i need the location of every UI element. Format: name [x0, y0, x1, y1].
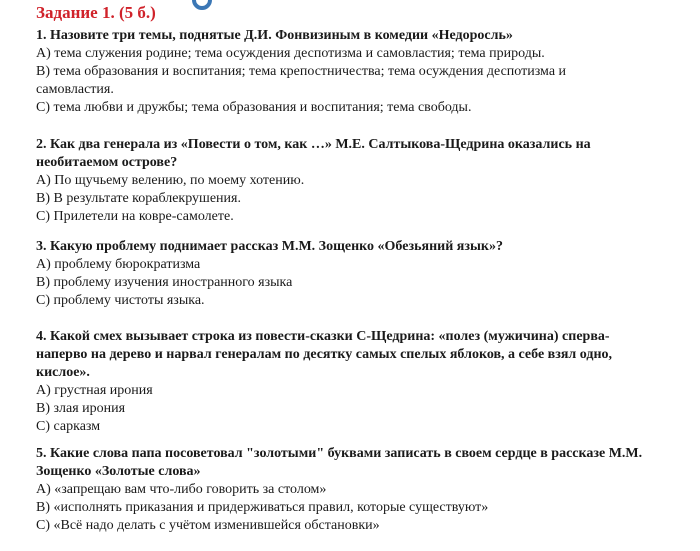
option-line: С) проблему чистоты языка.: [36, 293, 205, 308]
answer-option-c: [36, 208, 700, 226]
answer-option-b: [36, 499, 700, 517]
option-line: С) тема любви и дружбы; тема образования и воспитания; тема свободы.: [36, 100, 472, 115]
question-text: [36, 445, 700, 481]
question-text-line: наперво на дерево и нарвал генералам по десятку самых спелых яблоков, а себе взял одно,: [36, 347, 613, 362]
question-text-line: необитаемом острове?: [36, 155, 178, 170]
answer-option-c: [36, 99, 700, 117]
question-1: [36, 27, 700, 117]
ring-icon: [192, 0, 212, 10]
answer-option-b: [36, 274, 700, 292]
option-line: В) «исполнять приказания и придерживаться правил, которые существуют»: [36, 500, 489, 515]
answer-option-a: [36, 45, 700, 63]
question-4: [36, 328, 700, 436]
option-line: В) В результате кораблекрушения.: [36, 191, 241, 206]
question-3: [36, 238, 700, 310]
question-text-line: 1. Назовите три темы, поднятые Д.И. Фонвизиным в комедии «Недоросль»: [36, 28, 513, 43]
option-line: А) По щучьему велению, по моему хотению.: [36, 173, 305, 188]
option-line: А) проблему бюрократизма: [36, 257, 201, 272]
question-5: [36, 445, 700, 535]
question-text-line: Зощенко «Золотые слова»: [36, 464, 201, 479]
answer-option-a: [36, 172, 700, 190]
question-text: [36, 136, 700, 172]
question-text-line: 5. Какие слова папа посоветовал "золотыми" буквами записать в своем сердце в рассказе М.М.: [36, 446, 643, 461]
page-title: Задание 1. (5 б.): [36, 3, 156, 22]
question-text: [36, 27, 700, 45]
question-text-line: 3. Какую проблему поднимает рассказ М.М. Зощенко «Обезьяний язык»?: [36, 239, 503, 254]
answer-option-a: [36, 481, 700, 499]
option-line: А) грустная ирония: [36, 383, 153, 398]
question-text: [36, 238, 700, 256]
question-text-line: кислое».: [36, 365, 90, 380]
answer-option-a: [36, 256, 700, 274]
answer-option-c: [36, 292, 700, 310]
option-line: С) сарказм: [36, 419, 101, 434]
option-line: А) тема служения родине; тема осуждения деспотизма и самовластия; тема природы.: [36, 46, 545, 61]
question-text-line: 4. Какой смех вызывает строка из повести-сказки С-Щедрина: «полез (мужичина) сперва-: [36, 329, 610, 344]
question-2: [36, 136, 700, 226]
answer-option-b: [36, 400, 700, 418]
answer-option-c: [36, 517, 700, 535]
answer-option-c: [36, 418, 700, 436]
option-line: В) злая ирония: [36, 401, 126, 416]
question-text-line: 2. Как два генерала из «Повести о том, как …» М.Е. Салтыкова-Щедрина оказались на: [36, 137, 591, 152]
answer-option-b: [36, 63, 700, 99]
answer-option-b: [36, 190, 700, 208]
option-line: самовластия.: [36, 82, 114, 97]
answer-option-a: [36, 382, 700, 400]
option-line: В) тема образования и воспитания; тема крепостничества; тема осуждения деспотизма и: [36, 64, 567, 79]
option-line: А) «запрещаю вам что-либо говорить за столом»: [36, 482, 327, 497]
option-line: В) проблему изучения иностранного языка: [36, 275, 293, 290]
option-line: С) «Всё надо делать с учётом изменившейся обстановки»: [36, 518, 380, 533]
option-line: С) Прилетели на ковре-самолете.: [36, 209, 234, 224]
question-text: [36, 328, 700, 382]
